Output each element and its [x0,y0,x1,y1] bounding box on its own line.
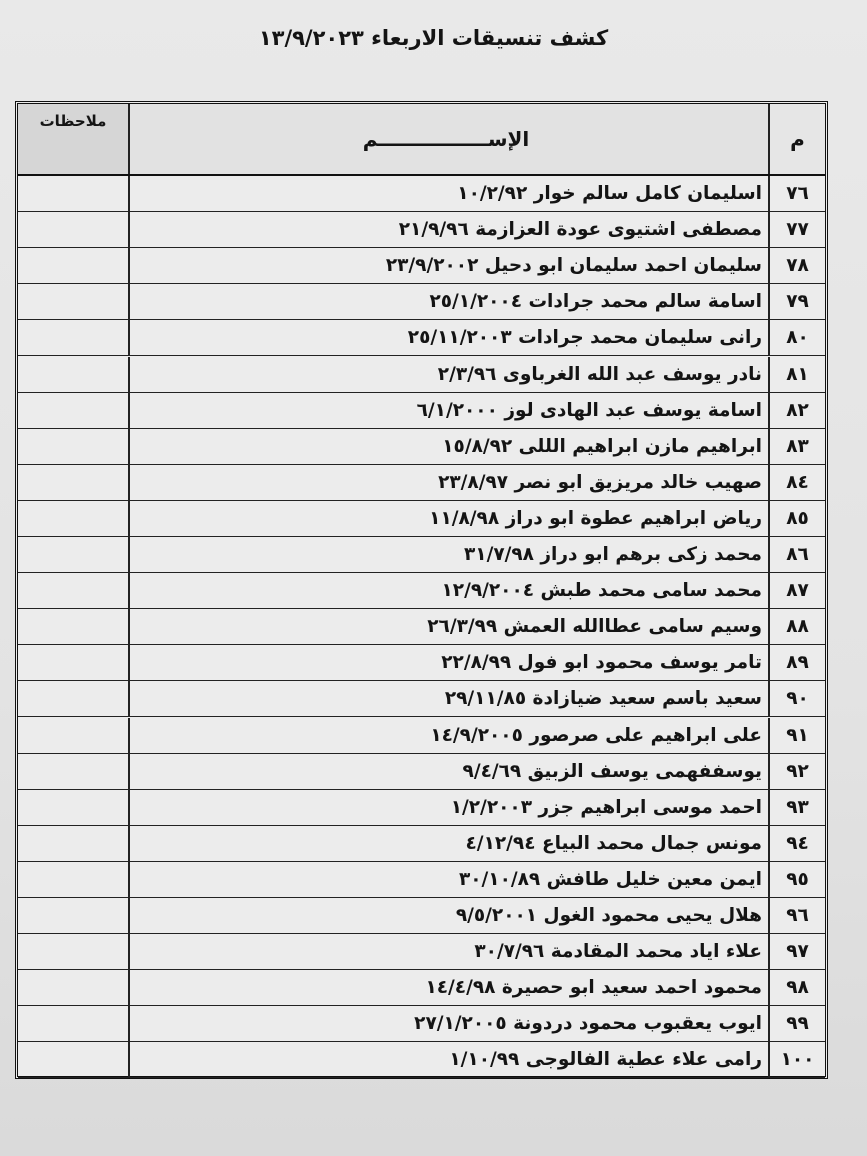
name-cell: محمود احمد سعيد ابو حصيرة ١٤/٤/٩٨ [130,970,770,1005]
name-cell: رياض ابراهيم عطوة ابو دراز ١١/٨/٩٨ [130,501,770,536]
notes-cell [18,501,130,536]
notes-cell [18,645,130,680]
table-row [18,862,825,898]
notes-cell [18,537,130,572]
number-cell: ٨٨ [786,616,809,638]
name-cell: محمد زكى برهم ابو دراز ٣١/٧/٩٨ [130,537,770,572]
name-cell: محمد سامى محمد طبش ١٢/٩/٢٠٠٤ [130,573,770,608]
table-row [18,393,825,429]
notes-cell [18,357,130,392]
notes-cell [18,754,130,789]
table-row [18,754,825,790]
number-cell: ٩٠ [786,688,809,710]
name-cell: ايمن معين خليل طافش ٣٠/١٠/٨٩ [130,862,770,897]
table-row [18,537,825,573]
table-row [18,573,825,609]
name-cell: مونس جمال محمد البياع ٤/١٢/٩٤ [130,826,770,861]
number-cell: ٩١ [786,724,809,746]
table-row [18,718,825,754]
notes-cell [18,718,130,753]
table-row [18,284,825,320]
name-cell: سعيد باسم سعيد ضيازادة ٢٩/١١/٨٥ [130,681,770,716]
name-cell: صهيب خالد مريزيق ابو نصر ٢٣/٨/٩٧ [130,465,770,500]
name-cell: تامر يوسف محمود ابو فول ٢٢/٨/٩٩ [130,645,770,680]
number-cell: ٩٥ [786,868,809,890]
name-cell: ايوب يعقبوب محمود دردونة ٢٧/١/٢٠٠٥ [130,1006,770,1041]
name-cell: رامى علاء عطية الفالوجى ١/١٠/٩٩ [130,1042,770,1077]
table-row [18,1006,825,1042]
notes-cell [18,320,130,355]
table-row [18,1042,825,1078]
notes-cell [18,573,130,608]
table-row [18,970,825,1006]
table-row [18,790,825,826]
number-cell: ١٠٠ [780,1049,815,1071]
name-cell: على ابراهيم على صرصور ١٤/٩/٢٠٠٥ [130,718,770,753]
table-row [18,826,825,862]
number-cell: ٧٨ [786,255,809,277]
number-cell: ٩٧ [786,941,809,963]
number-cell: ٧٧ [786,219,809,241]
number-cell: ٩٢ [786,760,809,782]
notes-cell [18,465,130,500]
header-number: م [770,104,825,174]
table-row [18,357,825,393]
number-cell: ٨٠ [786,327,809,349]
table-row [18,176,825,212]
number-cell: ٨٢ [786,399,809,421]
name-cell: مصطفى اشتيوى عودة العزازمة ٢١/٩/٩٦ [130,212,770,247]
number-cell: ٨١ [786,363,809,385]
number-cell: ٨٦ [786,544,809,566]
names-table [15,101,828,1079]
name-cell: اسليمان كامل سالم خوار ١٠/٢/٩٢ [130,176,770,211]
notes-cell [18,826,130,861]
table-row [18,212,825,248]
number-cell: ٨٧ [786,580,809,602]
notes-cell [18,284,130,319]
notes-cell [18,1042,130,1077]
number-cell: ٩٦ [786,905,809,927]
name-cell: ابراهيم مازن ابراهيم الللى ١٥/٨/٩٢ [130,429,770,464]
name-cell: سليمان احمد سليمان ابو دحيل ٢٣/٩/٢٠٠٢ [130,248,770,283]
table-row [18,320,825,356]
header-notes: ملاحظات [18,104,130,174]
number-cell: ٩٩ [786,1013,809,1035]
number-cell: ٨٣ [786,435,809,457]
table-row [18,681,825,717]
header-name: الإســــــــــــــــم [130,104,770,174]
number-cell: ٧٩ [786,291,809,313]
name-cell: يوسففهمى يوسف الزبيق ٩/٤/٦٩ [130,754,770,789]
page-title: كشف تنسيقات الاربعاء ١٣/٩/٢٠٢٣ [258,26,609,50]
table-row [18,609,825,645]
notes-cell [18,970,130,1005]
number-cell: ٨٩ [786,652,809,674]
notes-cell [18,176,130,211]
notes-cell [18,248,130,283]
notes-cell [18,1006,130,1041]
name-cell: احمد موسى ابراهيم جزر ١/٢/٢٠٠٣ [130,790,770,825]
table-row [18,248,825,284]
name-cell: هلال يحيى محمود الغول ٩/٥/٢٠٠١ [130,898,770,933]
number-cell: ٩٣ [786,796,809,818]
notes-cell [18,393,130,428]
name-cell: نادر يوسف عبد الله الغرباوى ٢/٣/٩٦ [130,357,770,392]
name-cell: رانى سليمان محمد جرادات ٢٥/١١/٢٠٠٣ [130,320,770,355]
number-cell: ٨٥ [786,507,809,529]
notes-cell [18,862,130,897]
table-row [18,501,825,537]
notes-cell [18,934,130,969]
notes-cell [18,681,130,716]
number-cell: ٧٦ [786,183,809,205]
notes-cell [18,609,130,644]
notes-cell [18,898,130,933]
table-header-row [18,104,825,176]
table-row [18,898,825,934]
table-row [18,429,825,465]
notes-cell [18,212,130,247]
number-cell: ٨٤ [786,471,809,493]
notes-cell [18,790,130,825]
table-row [18,645,825,681]
table-row [18,465,825,501]
name-cell: اسامة سالم محمد جرادات ٢٥/١/٢٠٠٤ [130,284,770,319]
name-cell: اسامة يوسف عبد الهادى لوز ٦/١/٢٠٠٠ [130,393,770,428]
name-cell: علاء اياد محمد المقادمة ٣٠/٧/٩٦ [130,934,770,969]
number-cell: ٩٤ [786,832,809,854]
name-cell: وسيم سامى عطاالله العمش ٢٦/٣/٩٩ [130,609,770,644]
notes-cell [18,429,130,464]
table-row [18,934,825,970]
number-cell: ٩٨ [786,977,809,999]
